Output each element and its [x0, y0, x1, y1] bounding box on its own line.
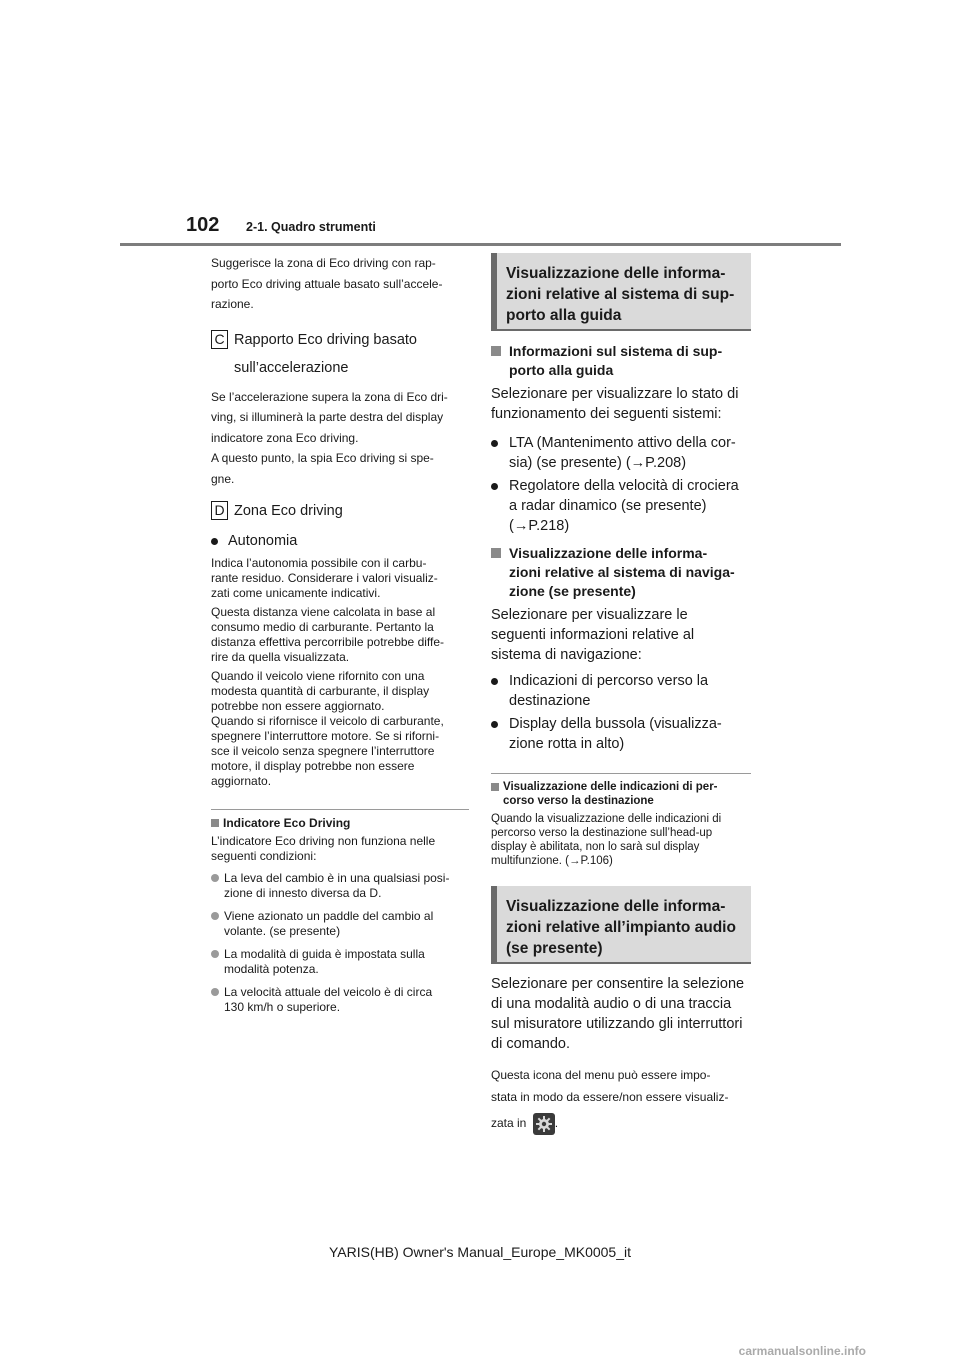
text-line: sce il veicolo senza spegnere l’interruttore	[211, 744, 435, 758]
indicator-heading	[211, 816, 469, 831]
item-c-title-line: sull’accelerazione	[234, 359, 349, 376]
text-line: indicatore zona Eco driving.	[211, 430, 359, 445]
footer-manual-id: YARIS(HB) Owner's Manual_Europe_MK0005_it	[329, 1244, 631, 1260]
text-line: rante residuo. Considerare i valori visualiz-	[211, 571, 438, 585]
watermark: carmanualsonline.info	[738, 1344, 866, 1358]
text-line: Indica l’autonomia possibile con il carbu-	[211, 556, 427, 570]
text-line: spegnere l’interruttore motore. Se si riforni-	[211, 729, 440, 743]
text-line: porto Eco driving attuale basato sull’accele-	[211, 276, 443, 291]
text-line: seguenti condizioni:	[211, 849, 317, 863]
text-line: percorso verso la destinazione sull’head-up	[491, 827, 713, 839]
text-line: zioni relative al sistema di naviga-	[509, 564, 735, 580]
list-item	[491, 671, 751, 711]
bullet-icon	[491, 440, 498, 447]
bullet-icon	[211, 950, 219, 958]
letter-c-label: C	[211, 330, 228, 349]
text-line: razione.	[211, 297, 254, 311]
text-line: sia) (se presente) (→P.208)	[509, 455, 687, 471]
autonomia-title: Autonomia	[228, 533, 298, 549]
text-line: Visualizzazione delle indicazioni di per-	[503, 781, 718, 793]
condition-item	[211, 871, 469, 901]
item-c-title	[234, 326, 417, 382]
text-line: LTA (Mantenimento attivo della cor-	[509, 435, 736, 451]
bullet-icon	[491, 678, 498, 685]
section-heading-driving-support	[491, 253, 751, 331]
text-line: zione (se presente)	[509, 583, 636, 599]
autonomia-description	[211, 556, 469, 789]
text-line: Questa distanza viene calcolata in base al	[211, 605, 436, 619]
item-c	[211, 326, 469, 382]
item-c-title-line: Rapporto Eco driving basato	[234, 331, 417, 348]
text-line: Selezionare per visualizzare le	[491, 607, 688, 623]
text-line: funzionamento dei seguenti sistemi:	[491, 406, 722, 422]
text-line: stata in modo da essere/non essere visualiz-	[491, 1090, 729, 1104]
text-line: seguenti informazioni relative al	[491, 627, 695, 643]
gear-icon	[533, 1113, 555, 1135]
text-line: di comando.	[491, 1036, 570, 1052]
heading-line: zioni relative all’impianto audio	[506, 919, 736, 936]
square-bullet-icon	[211, 819, 219, 827]
text-line: porto alla guida	[509, 362, 614, 378]
text-fragment: .	[554, 1116, 559, 1130]
right-column	[491, 253, 751, 1135]
text-line: L’indicatore Eco driving non funziona nelle	[211, 834, 436, 848]
text-line: Se l’accelerazione supera la zona di Eco dri-	[211, 389, 448, 404]
note-heading	[491, 780, 751, 808]
list-item	[491, 433, 751, 473]
text-line: Indicazioni di percorso verso la	[509, 673, 709, 689]
driving-support-description	[491, 384, 751, 424]
text-line: Regolatore della velocità di crociera	[509, 478, 739, 494]
text-line: consumo medio di carburante. Pertanto la	[211, 620, 434, 634]
text-fragment: zata in	[491, 1116, 527, 1130]
page-number: 102	[186, 214, 220, 236]
sub-heading-driving-support-info	[491, 342, 751, 380]
note-text	[491, 812, 751, 868]
text-line: Selezionare per consentire la selezione	[491, 976, 745, 992]
bullet-icon	[211, 874, 219, 882]
text-line: Suggerisce la zona di Eco driving con rap-	[211, 256, 436, 270]
text-line: di una modalità audio o di una traccia	[491, 996, 732, 1012]
text-line: Visualizzazione delle informa-	[509, 545, 708, 561]
bullet-icon	[491, 721, 498, 728]
text-line: multifunzione. (→P.106)	[491, 855, 613, 867]
list-item	[491, 714, 751, 754]
bullet-icon	[211, 912, 219, 920]
left-column	[211, 253, 469, 1015]
text-line: La modalità di guida è impostata sulla	[224, 947, 425, 961]
indicator-intro	[211, 834, 469, 864]
text-line: Quando si rifornisce il veicolo di carburante,	[211, 714, 444, 728]
text-line: potrebbe non essere aggiornato.	[211, 699, 385, 713]
text-line: Questa icona del menu può essere impo-	[491, 1068, 711, 1082]
autonomia-heading	[211, 531, 469, 551]
item-d-title: Zona Eco driving	[234, 503, 343, 519]
menu-icon-note	[491, 1064, 751, 1135]
chapter-title: 2-1. Quadro strumenti	[246, 220, 376, 234]
text-line: rire da quella visualizzata.	[211, 650, 350, 664]
text-line: 130 km/h o superiore.	[224, 1000, 341, 1014]
heading-line: porto alla guida	[506, 307, 622, 324]
audio-description	[491, 974, 751, 1054]
condition-item	[211, 947, 469, 977]
section-heading-audio	[491, 886, 751, 964]
text-line	[491, 1112, 751, 1135]
text-line: destinazione	[509, 693, 591, 709]
bullet-icon	[491, 483, 498, 490]
intro-text	[211, 253, 469, 315]
heading-line: (se presente)	[506, 940, 603, 957]
text-line: sul misuratore utilizzando gli interruttori	[491, 1016, 743, 1032]
text-line: La leva del cambio è in una qualsiasi posi-	[224, 871, 450, 885]
square-bullet-icon	[491, 548, 501, 558]
text-line: corso verso la destinazione	[503, 795, 654, 807]
text-line: motore, il display potrebbe non essere	[211, 759, 415, 773]
text-line: Quando la visualizzazione delle indicazioni di	[491, 813, 722, 825]
text-line: distanza effettiva percorribile potrebbe diffe-	[211, 635, 445, 649]
list-item	[491, 476, 751, 536]
c-description	[211, 387, 469, 490]
square-bullet-icon	[491, 783, 499, 791]
text-line: volante. (se presente)	[224, 924, 341, 938]
letter-d-label: D	[211, 501, 228, 520]
condition-item	[211, 985, 469, 1015]
section-divider	[491, 773, 751, 774]
text-line: gne.	[211, 471, 235, 486]
text-line: zati come unicamente indicativi.	[211, 586, 381, 600]
text-line: a radar dinamico (se presente)	[509, 498, 707, 514]
heading-line: Visualizzazione delle informa-	[506, 898, 726, 915]
text-line: Informazioni sul sistema di sup-	[509, 343, 723, 359]
text-line: zione di innesto diversa da D.	[224, 886, 382, 900]
text-line: zione rotta in alto)	[509, 736, 625, 752]
text-line: (→P.218)	[509, 518, 570, 534]
text-line: Quando il veicolo viene rifornito con una	[211, 669, 425, 683]
text-line: Selezionare per visualizzare lo stato di	[491, 386, 739, 402]
heading-line: Visualizzazione delle informa-	[506, 265, 726, 282]
section-divider	[211, 809, 469, 810]
item-d	[211, 497, 469, 525]
navigation-description	[491, 605, 751, 665]
indicator-title: Indicatore Eco Driving	[223, 816, 351, 830]
text-line: ving, si illuminerà la parte destra del display	[211, 410, 444, 424]
condition-item	[211, 909, 469, 939]
text-line: Viene azionato un paddle del cambio al	[224, 909, 434, 923]
text-line: Display della bussola (visualizza-	[509, 716, 722, 732]
text-line: La velocità attuale del veicolo è di circa	[224, 985, 433, 999]
text-line: A questo punto, la spia Eco driving si spe-	[211, 451, 434, 465]
text-line: modesta quantità di carburante, il display	[211, 684, 430, 698]
heading-line: zioni relative al sistema di sup-	[506, 286, 735, 303]
bullet-icon	[211, 538, 218, 545]
text-line: display è abilitata, non lo sarà sul display	[491, 841, 700, 853]
header-divider	[120, 243, 841, 246]
text-line: modalità potenza.	[224, 962, 319, 976]
square-bullet-icon	[491, 346, 501, 356]
text-line: sistema di navigazione:	[491, 647, 642, 663]
bullet-icon	[211, 988, 219, 996]
text-line: aggiornato.	[211, 774, 272, 788]
sub-heading-navigation	[491, 544, 751, 601]
